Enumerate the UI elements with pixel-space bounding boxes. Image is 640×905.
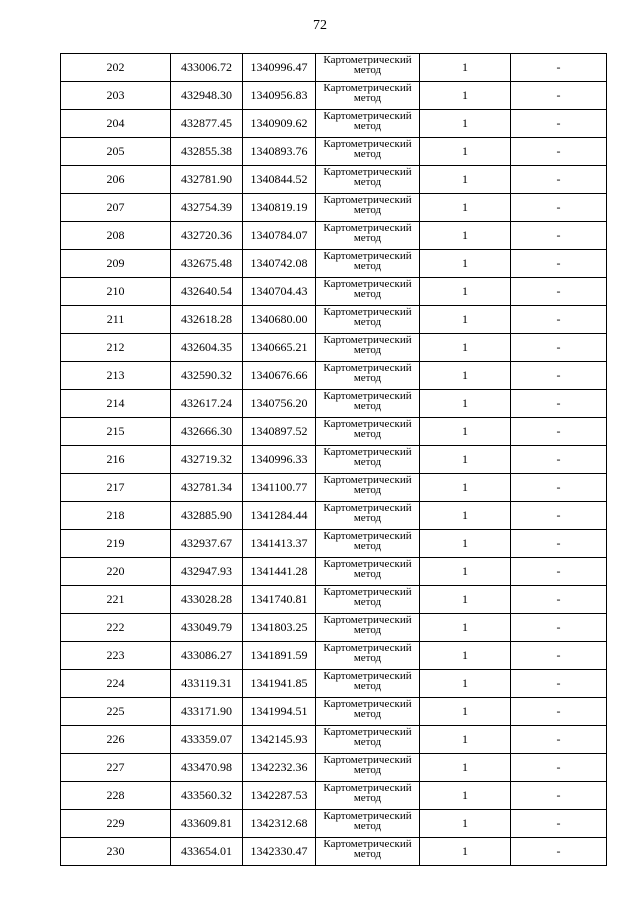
y-coordinate-cell: 1340665.21 xyxy=(243,334,316,362)
note-cell: - xyxy=(511,558,607,586)
point-number-cell: 204 xyxy=(61,110,171,138)
note-cell: - xyxy=(511,278,607,306)
table-row xyxy=(61,698,607,726)
method-cell xyxy=(316,222,420,250)
method-line-1: Картометрический xyxy=(323,502,412,514)
method-cell xyxy=(316,138,420,166)
method-line-2: метод xyxy=(353,652,382,664)
method-cell xyxy=(316,782,420,810)
y-coordinate-cell: 1340756.20 xyxy=(243,390,316,418)
y-coordinate-cell: 1340704.43 xyxy=(243,278,316,306)
method-line-2: метод xyxy=(353,64,382,76)
table-row xyxy=(61,446,607,474)
y-coordinate-cell: 1340742.08 xyxy=(243,250,316,278)
method-cell xyxy=(316,334,420,362)
table-row xyxy=(61,502,607,530)
note-cell: - xyxy=(511,502,607,530)
point-number-cell: 202 xyxy=(61,54,171,82)
point-number-cell: 221 xyxy=(61,586,171,614)
table-row xyxy=(61,586,607,614)
method-cell xyxy=(316,474,420,502)
method-line-2: метод xyxy=(353,848,382,860)
table-row xyxy=(61,670,607,698)
count-cell: 1 xyxy=(420,110,511,138)
table-row xyxy=(61,642,607,670)
method-line-2: метод xyxy=(353,764,382,776)
y-coordinate-cell: 1342232.36 xyxy=(243,754,316,782)
table-row xyxy=(61,110,607,138)
method-cell xyxy=(316,418,420,446)
point-number-cell: 212 xyxy=(61,334,171,362)
note-cell: - xyxy=(511,390,607,418)
y-coordinate-cell: 1340897.52 xyxy=(243,418,316,446)
point-number-cell: 219 xyxy=(61,530,171,558)
count-cell: 1 xyxy=(420,306,511,334)
count-cell: 1 xyxy=(420,138,511,166)
method-line-1: Картометрический xyxy=(323,810,412,822)
x-coordinate-cell: 432640.54 xyxy=(171,278,243,306)
method-line-2: метод xyxy=(353,344,382,356)
x-coordinate-cell: 433028.28 xyxy=(171,586,243,614)
x-coordinate-cell: 432675.48 xyxy=(171,250,243,278)
x-coordinate-cell: 432617.24 xyxy=(171,390,243,418)
x-coordinate-cell: 432666.30 xyxy=(171,418,243,446)
note-cell: - xyxy=(511,110,607,138)
point-number-cell: 213 xyxy=(61,362,171,390)
table-row xyxy=(61,530,607,558)
method-line-1: Картометрический xyxy=(323,782,412,794)
method-line-1: Картометрический xyxy=(323,390,412,402)
method-cell xyxy=(316,306,420,334)
y-coordinate-cell: 1340996.33 xyxy=(243,446,316,474)
note-cell: - xyxy=(511,418,607,446)
note-cell: - xyxy=(511,250,607,278)
method-cell xyxy=(316,530,420,558)
table-row xyxy=(61,194,607,222)
note-cell: - xyxy=(511,642,607,670)
method-cell xyxy=(316,502,420,530)
count-cell: 1 xyxy=(420,166,511,194)
x-coordinate-cell: 432937.67 xyxy=(171,530,243,558)
method-line-1: Картометрический xyxy=(323,362,412,374)
x-coordinate-cell: 433470.98 xyxy=(171,754,243,782)
point-number-cell: 230 xyxy=(61,838,171,866)
note-cell: - xyxy=(511,838,607,866)
x-coordinate-cell: 433560.32 xyxy=(171,782,243,810)
x-coordinate-cell: 433171.90 xyxy=(171,698,243,726)
note-cell: - xyxy=(511,670,607,698)
x-coordinate-cell: 432855.38 xyxy=(171,138,243,166)
point-number-cell: 211 xyxy=(61,306,171,334)
method-cell xyxy=(316,362,420,390)
count-cell: 1 xyxy=(420,810,511,838)
method-line-1: Картометрический xyxy=(323,194,412,206)
method-line-1: Картометрический xyxy=(323,726,412,738)
method-cell xyxy=(316,754,420,782)
table-row xyxy=(61,138,607,166)
method-line-2: метод xyxy=(353,260,382,272)
point-number-cell: 208 xyxy=(61,222,171,250)
x-coordinate-cell: 432754.39 xyxy=(171,194,243,222)
method-line-2: метод xyxy=(353,708,382,720)
count-cell: 1 xyxy=(420,194,511,222)
y-coordinate-cell: 1342330.47 xyxy=(243,838,316,866)
note-cell: - xyxy=(511,726,607,754)
method-line-2: метод xyxy=(353,232,382,244)
method-line-1: Картометрический xyxy=(323,306,412,318)
y-coordinate-cell: 1342145.93 xyxy=(243,726,316,754)
count-cell: 1 xyxy=(420,390,511,418)
count-cell: 1 xyxy=(420,726,511,754)
point-number-cell: 205 xyxy=(61,138,171,166)
x-coordinate-cell: 432948.30 xyxy=(171,82,243,110)
note-cell: - xyxy=(511,810,607,838)
x-coordinate-cell: 433049.79 xyxy=(171,614,243,642)
y-coordinate-cell: 1340680.00 xyxy=(243,306,316,334)
point-number-cell: 223 xyxy=(61,642,171,670)
point-number-cell: 220 xyxy=(61,558,171,586)
count-cell: 1 xyxy=(420,446,511,474)
method-line-2: метод xyxy=(353,456,382,468)
table-row xyxy=(61,54,607,82)
method-line-1: Картометрический xyxy=(323,166,412,178)
note-cell: - xyxy=(511,194,607,222)
point-number-cell: 225 xyxy=(61,698,171,726)
method-line-2: метод xyxy=(353,568,382,580)
count-cell: 1 xyxy=(420,334,511,362)
x-coordinate-cell: 433359.07 xyxy=(171,726,243,754)
method-line-2: метод xyxy=(353,680,382,692)
table-row xyxy=(61,390,607,418)
method-cell xyxy=(316,726,420,754)
method-cell xyxy=(316,670,420,698)
method-line-2: метод xyxy=(353,596,382,608)
note-cell: - xyxy=(511,222,607,250)
x-coordinate-cell: 433006.72 xyxy=(171,54,243,82)
method-line-2: метод xyxy=(353,484,382,496)
method-line-2: метод xyxy=(353,148,382,160)
method-cell xyxy=(316,278,420,306)
point-number-cell: 222 xyxy=(61,614,171,642)
table-row xyxy=(61,362,607,390)
method-line-1: Картометрический xyxy=(323,670,412,682)
method-line-1: Картометрический xyxy=(323,278,412,290)
note-cell: - xyxy=(511,138,607,166)
count-cell: 1 xyxy=(420,250,511,278)
y-coordinate-cell: 1342287.53 xyxy=(243,782,316,810)
y-coordinate-cell: 1341803.25 xyxy=(243,614,316,642)
method-line-2: метод xyxy=(353,92,382,104)
method-line-1: Картометрический xyxy=(323,82,412,94)
y-coordinate-cell: 1341891.59 xyxy=(243,642,316,670)
method-line-1: Картометрический xyxy=(323,474,412,486)
y-coordinate-cell: 1342312.68 xyxy=(243,810,316,838)
method-line-1: Картометрический xyxy=(323,558,412,570)
note-cell: - xyxy=(511,166,607,194)
point-number-cell: 206 xyxy=(61,166,171,194)
note-cell: - xyxy=(511,54,607,82)
y-coordinate-cell: 1341100.77 xyxy=(243,474,316,502)
y-coordinate-cell: 1340893.76 xyxy=(243,138,316,166)
method-line-1: Картометрический xyxy=(323,614,412,626)
method-line-2: метод xyxy=(353,736,382,748)
note-cell: - xyxy=(511,586,607,614)
x-coordinate-cell: 433086.27 xyxy=(171,642,243,670)
count-cell: 1 xyxy=(420,54,511,82)
y-coordinate-cell: 1341740.81 xyxy=(243,586,316,614)
x-coordinate-cell: 432604.35 xyxy=(171,334,243,362)
note-cell: - xyxy=(511,698,607,726)
y-coordinate-cell: 1340909.62 xyxy=(243,110,316,138)
method-line-2: метод xyxy=(353,176,382,188)
count-cell: 1 xyxy=(420,558,511,586)
method-line-2: метод xyxy=(353,204,382,216)
count-cell: 1 xyxy=(420,222,511,250)
y-coordinate-cell: 1341941.85 xyxy=(243,670,316,698)
point-number-cell: 229 xyxy=(61,810,171,838)
note-cell: - xyxy=(511,530,607,558)
point-number-cell: 218 xyxy=(61,502,171,530)
y-coordinate-cell: 1340956.83 xyxy=(243,82,316,110)
method-cell xyxy=(316,54,420,82)
method-line-1: Картометрический xyxy=(323,530,412,542)
method-line-2: метод xyxy=(353,372,382,384)
method-cell xyxy=(316,614,420,642)
count-cell: 1 xyxy=(420,474,511,502)
point-number-cell: 227 xyxy=(61,754,171,782)
table-row xyxy=(61,474,607,502)
coordinates-table xyxy=(60,53,607,866)
y-coordinate-cell: 1340844.52 xyxy=(243,166,316,194)
method-cell xyxy=(316,250,420,278)
y-coordinate-cell: 1340784.07 xyxy=(243,222,316,250)
method-cell xyxy=(316,194,420,222)
method-cell xyxy=(316,110,420,138)
method-line-1: Картометрический xyxy=(323,698,412,710)
method-line-1: Картометрический xyxy=(323,138,412,150)
table-row xyxy=(61,558,607,586)
x-coordinate-cell: 432781.90 xyxy=(171,166,243,194)
point-number-cell: 217 xyxy=(61,474,171,502)
count-cell: 1 xyxy=(420,754,511,782)
method-line-2: метод xyxy=(353,428,382,440)
x-coordinate-cell: 433609.81 xyxy=(171,810,243,838)
note-cell: - xyxy=(511,82,607,110)
x-coordinate-cell: 432885.90 xyxy=(171,502,243,530)
table-row xyxy=(61,250,607,278)
table-row xyxy=(61,418,607,446)
coordinates-table-body xyxy=(61,54,607,866)
method-line-2: метод xyxy=(353,288,382,300)
method-line-1: Картометрический xyxy=(323,334,412,346)
note-cell: - xyxy=(511,474,607,502)
count-cell: 1 xyxy=(420,502,511,530)
x-coordinate-cell: 432947.93 xyxy=(171,558,243,586)
note-cell: - xyxy=(511,306,607,334)
table-row xyxy=(61,754,607,782)
point-number-cell: 214 xyxy=(61,390,171,418)
method-line-1: Картометрический xyxy=(323,754,412,766)
note-cell: - xyxy=(511,782,607,810)
method-line-1: Картометрический xyxy=(323,838,412,850)
note-cell: - xyxy=(511,754,607,782)
method-line-1: Картометрический xyxy=(323,418,412,430)
x-coordinate-cell: 432590.32 xyxy=(171,362,243,390)
table-row xyxy=(61,810,607,838)
method-line-1: Картометрический xyxy=(323,250,412,262)
x-coordinate-cell: 432618.28 xyxy=(171,306,243,334)
count-cell: 1 xyxy=(420,586,511,614)
method-line-2: метод xyxy=(353,624,382,636)
point-number-cell: 210 xyxy=(61,278,171,306)
y-coordinate-cell: 1341284.44 xyxy=(243,502,316,530)
method-cell xyxy=(316,82,420,110)
count-cell: 1 xyxy=(420,530,511,558)
point-number-cell: 209 xyxy=(61,250,171,278)
table-row xyxy=(61,278,607,306)
y-coordinate-cell: 1340676.66 xyxy=(243,362,316,390)
method-line-2: метод xyxy=(353,792,382,804)
method-line-1: Картометрический xyxy=(323,54,412,66)
table-row xyxy=(61,222,607,250)
method-line-1: Картометрический xyxy=(323,110,412,122)
y-coordinate-cell: 1341994.51 xyxy=(243,698,316,726)
count-cell: 1 xyxy=(420,614,511,642)
method-cell xyxy=(316,586,420,614)
note-cell: - xyxy=(511,334,607,362)
point-number-cell: 207 xyxy=(61,194,171,222)
method-cell xyxy=(316,446,420,474)
method-cell xyxy=(316,642,420,670)
count-cell: 1 xyxy=(420,82,511,110)
table-row xyxy=(61,306,607,334)
y-coordinate-cell: 1340819.19 xyxy=(243,194,316,222)
method-line-1: Картометрический xyxy=(323,642,412,654)
point-number-cell: 215 xyxy=(61,418,171,446)
count-cell: 1 xyxy=(420,642,511,670)
point-number-cell: 226 xyxy=(61,726,171,754)
method-line-1: Картометрический xyxy=(323,222,412,234)
x-coordinate-cell: 432781.34 xyxy=(171,474,243,502)
method-line-1: Картометрический xyxy=(323,446,412,458)
point-number-cell: 203 xyxy=(61,82,171,110)
note-cell: - xyxy=(511,614,607,642)
method-cell xyxy=(316,166,420,194)
method-cell xyxy=(316,838,420,866)
table-row xyxy=(61,334,607,362)
method-line-2: метод xyxy=(353,120,382,132)
table-row xyxy=(61,838,607,866)
method-cell xyxy=(316,390,420,418)
method-cell xyxy=(316,810,420,838)
count-cell: 1 xyxy=(420,698,511,726)
count-cell: 1 xyxy=(420,670,511,698)
method-line-2: метод xyxy=(353,820,382,832)
page-number: 72 xyxy=(313,18,327,33)
method-line-2: метод xyxy=(353,540,382,552)
y-coordinate-cell: 1340996.47 xyxy=(243,54,316,82)
point-number-cell: 224 xyxy=(61,670,171,698)
method-line-2: метод xyxy=(353,400,382,412)
x-coordinate-cell: 432720.36 xyxy=(171,222,243,250)
table-row xyxy=(61,726,607,754)
method-line-1: Картометрический xyxy=(323,586,412,598)
table-row xyxy=(61,782,607,810)
count-cell: 1 xyxy=(420,782,511,810)
table-row xyxy=(61,82,607,110)
y-coordinate-cell: 1341441.28 xyxy=(243,558,316,586)
method-line-2: метод xyxy=(353,316,382,328)
method-cell xyxy=(316,698,420,726)
point-number-cell: 228 xyxy=(61,782,171,810)
point-number-cell: 216 xyxy=(61,446,171,474)
count-cell: 1 xyxy=(420,362,511,390)
count-cell: 1 xyxy=(420,838,511,866)
x-coordinate-cell: 433654.01 xyxy=(171,838,243,866)
method-line-2: метод xyxy=(353,512,382,524)
count-cell: 1 xyxy=(420,278,511,306)
count-cell: 1 xyxy=(420,418,511,446)
table-row xyxy=(61,166,607,194)
note-cell: - xyxy=(511,362,607,390)
table-row xyxy=(61,614,607,642)
y-coordinate-cell: 1341413.37 xyxy=(243,530,316,558)
note-cell: - xyxy=(511,446,607,474)
x-coordinate-cell: 432877.45 xyxy=(171,110,243,138)
x-coordinate-cell: 432719.32 xyxy=(171,446,243,474)
x-coordinate-cell: 433119.31 xyxy=(171,670,243,698)
method-cell xyxy=(316,558,420,586)
